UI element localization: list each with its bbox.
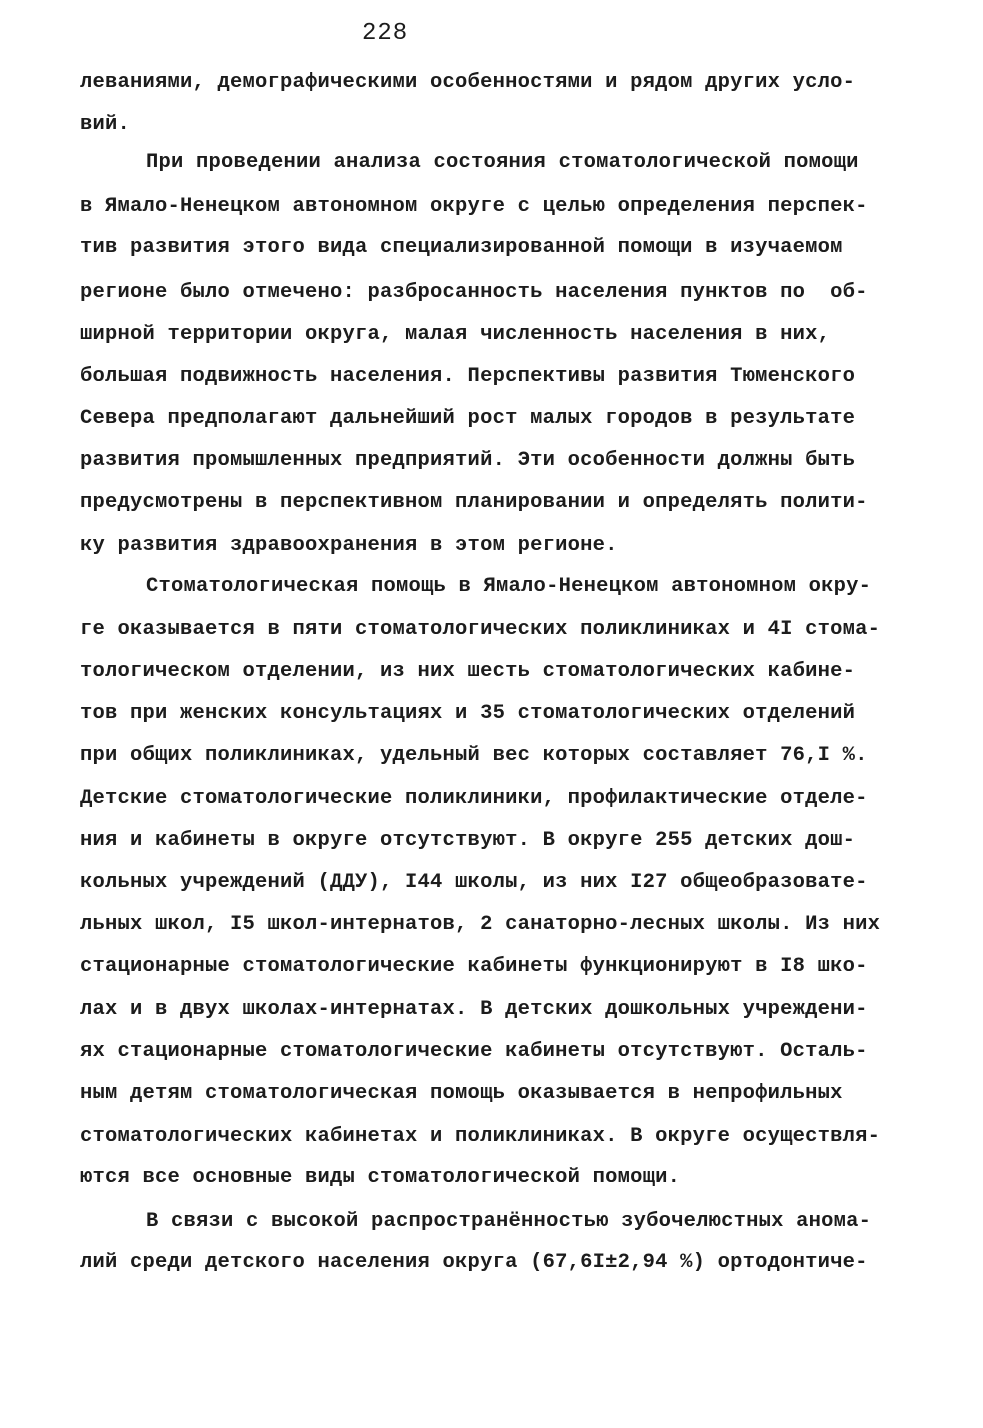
text-line: ку развития здравоохранения в этом регионе. [80,534,618,557]
text-line: предусмотрены в перспективном планировании и определять полити- [80,491,868,514]
text-line: кольных учреждений (ДДУ), I44 школы, из них I27 общеобразовате- [80,871,868,894]
text-line: В связи с высокой распространённостью зубочелюстных анома- [146,1210,872,1233]
text-line: тов при женских консультациях и 35 стоматологических отделений [80,702,856,725]
text-line: в Ямало-Ненецком автономном округе с целью определения перспек- [80,195,868,218]
text-line: Стоматологическая помощь в Ямало-Ненецком автономном окру- [146,575,872,598]
text-line: стоматологических кабинетах и поликлиниках. В округе осуществля- [80,1125,881,1148]
text-line: тологическом отделении, из них шесть стоматологических кабине- [80,660,856,683]
text-line: стационарные стоматологические кабинеты функционируют в I8 шко- [80,955,868,978]
text-line: льных школ, I5 школ-интернатов, 2 санаторно-лесных школы. Из них [80,913,881,936]
page-number: 228 [362,20,409,47]
text-line: лий среди детского населения округа (67,6I±2,94 %) ортодонтиче- [80,1251,868,1274]
text-line: большая подвижность населения. Перспективы развития Тюменского [80,365,856,388]
text-line: развития промышленных предприятий. Эти особенности должны быть [80,449,856,472]
text-line: леваниями, демографическими особенностями и рядом других усло- [80,71,856,94]
text-line: ются все основные виды стоматологической помощи. [80,1166,681,1189]
text-line: ным детям стоматологическая помощь оказывается в непрофильных [80,1082,843,1105]
text-line: При проведении анализа состояния стоматологической помощи [146,151,859,174]
text-line: ях стационарные стоматологические кабинеты отсутствуют. Осталь- [80,1040,868,1063]
text-line: регионе было отмечено: разбросанность населения пунктов по об- [80,281,868,304]
text-line: ширной территории округа, малая численность населения в них, [80,323,831,346]
text-line: Детские стоматологические поликлиники, профилактические отделе- [80,787,868,810]
text-line: вий. [80,113,131,136]
text-line: ге оказывается в пяти стоматологических поликлиниках и 4I стома- [80,618,881,641]
text-line: ния и кабинеты в округе отсутствуют. В округе 255 детских дош- [80,829,856,852]
text-line: тив развития этого вида специализированной помощи в изучаемом [80,236,843,259]
text-line: лах и в двух школах-интернатах. В детских дошкольных учреждени- [80,998,868,1021]
text-line: Севера предполагают дальнейший рост малых городов в результате [80,407,856,430]
text-line: при общих поликлиниках, удельный вес которых составляет 76,I %. [80,744,868,767]
